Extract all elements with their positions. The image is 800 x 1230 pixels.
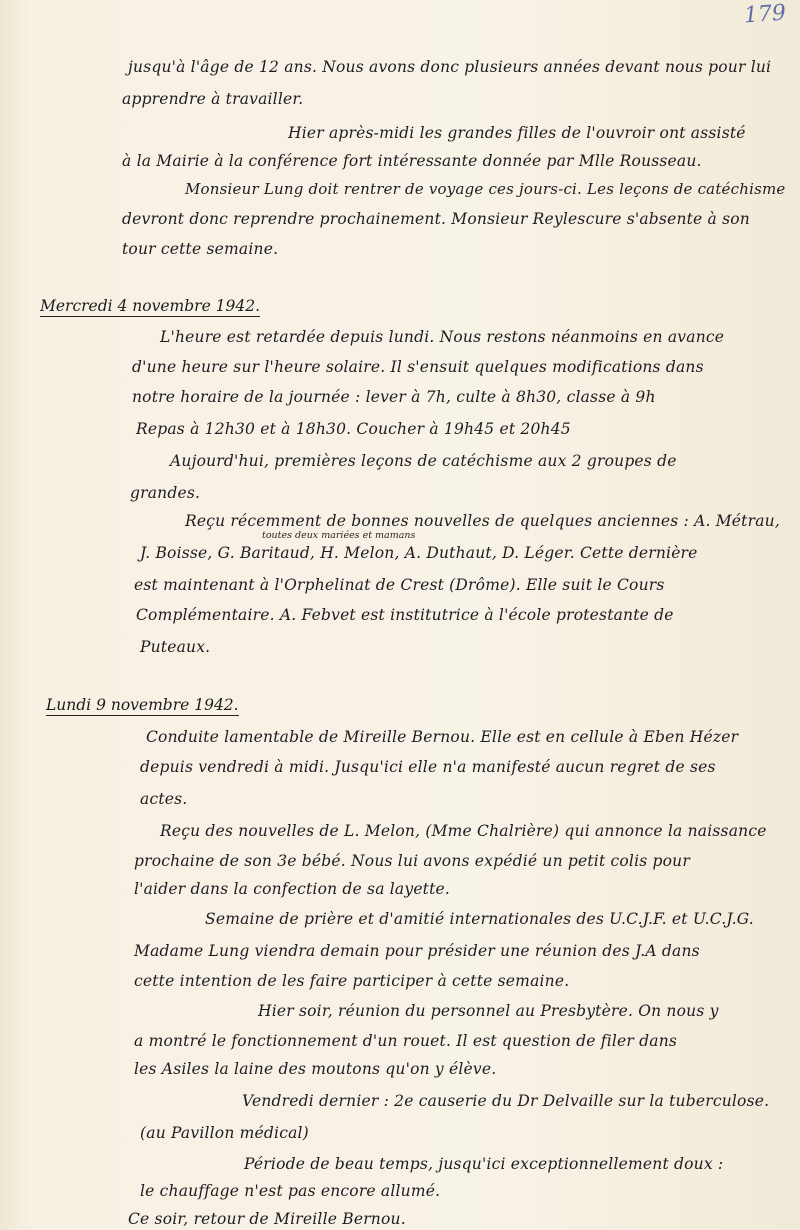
- text-line: à la Mairie à la conférence fort intéressante donnée par Mlle Rousseau.: [122, 152, 702, 170]
- text-line: Semaine de prière et d'amitié internationales des U.C.J.F. et U.C.J.G.: [205, 910, 754, 928]
- text-line: d'une heure sur l'heure solaire. Il s'ensuit quelques modifications dans: [132, 358, 704, 376]
- text-line: est maintenant à l'Orphelinat de Crest (Drôme). Elle suit le Cours: [134, 576, 665, 594]
- text-line: Monsieur Lung doit rentrer de voyage ces jours-ci. Les leçons de catéchisme: [185, 180, 786, 198]
- text-line: Complémentaire. A. Febvet est institutrice à l'école protestante de: [136, 606, 674, 624]
- page-number: 179: [743, 0, 787, 29]
- text-line: L'heure est retardée depuis lundi. Nous restons néanmoins en avance: [160, 328, 725, 346]
- text-line: les Asiles la laine des moutons qu'on y élève.: [134, 1060, 497, 1078]
- text-line: a montré le fonctionnement d'un rouet. Il est question de filer dans: [134, 1032, 678, 1050]
- text-line: J. Boisse, G. Baritaud, H. Melon, A. Duthaut, D. Léger. Cette dernière: [140, 544, 698, 562]
- text-line: Période de beau temps, jusqu'ici exceptionnellement doux :: [244, 1155, 724, 1173]
- text-line: Hier après-midi les grandes filles de l'ouvroir ont assisté: [288, 124, 746, 142]
- text-line: notre horaire de la journée : lever à 7h, culte à 8h30, classe à 9h: [132, 388, 656, 406]
- text-line: Hier soir, réunion du personnel au Presbytère. On nous y: [258, 1002, 719, 1020]
- text-line: jusqu'à l'âge de 12 ans. Nous avons donc plusieurs années devant nous pour lui: [128, 58, 772, 76]
- inserted-annotation: toutes deux mariées et mamans: [262, 530, 416, 541]
- text-line: Aujourd'hui, premières leçons de catéchisme aux 2 groupes de: [170, 452, 677, 470]
- text-line: le chauffage n'est pas encore allumé.: [140, 1182, 441, 1200]
- text-line: prochaine de son 3e bébé. Nous lui avons expédié un petit colis pour: [134, 852, 690, 870]
- text-line: tour cette semaine.: [122, 240, 279, 258]
- text-line: Ce soir, retour de Mireille Bernou.: [128, 1210, 406, 1228]
- text-line: Conduite lamentable de Mireille Bernou. Elle est en cellule à Eben Hézer: [146, 728, 739, 746]
- entry-date-heading: Mercredi 4 novembre 1942.: [40, 297, 261, 315]
- text-line: depuis vendredi à midi. Jusqu'ici elle n'a manifesté aucun regret de ses: [140, 758, 716, 776]
- text-line: Madame Lung viendra demain pour présider une réunion des J.A dans: [134, 942, 700, 960]
- text-line: actes.: [140, 790, 188, 808]
- text-line: Reçu des nouvelles de L. Melon, (Mme Chalrière) qui annonce la naissance: [160, 822, 767, 840]
- text-line: Puteaux.: [140, 638, 211, 656]
- text-line: apprendre à travailler.: [122, 90, 304, 108]
- text-line: devront donc reprendre prochainement. Monsieur Reylescure s'absente à son: [122, 210, 750, 228]
- entry-date-heading: Lundi 9 novembre 1942.: [46, 696, 239, 714]
- text-line: (au Pavillon médical): [140, 1124, 309, 1142]
- text-line: grandes.: [130, 484, 201, 502]
- text-line: cette intention de les faire participer à cette semaine.: [134, 972, 570, 990]
- text-line: l'aider dans la confection de sa layette.: [134, 880, 451, 898]
- text-line: Reçu récemment de bonnes nouvelles de quelques anciennes : A. Métrau,: [185, 512, 780, 530]
- text-line: Vendredi dernier : 2e causerie du Dr Delvaille sur la tuberculose.: [242, 1092, 770, 1110]
- text-line: Repas à 12h30 et à 18h30. Coucher à 19h45 et 20h45: [136, 420, 571, 438]
